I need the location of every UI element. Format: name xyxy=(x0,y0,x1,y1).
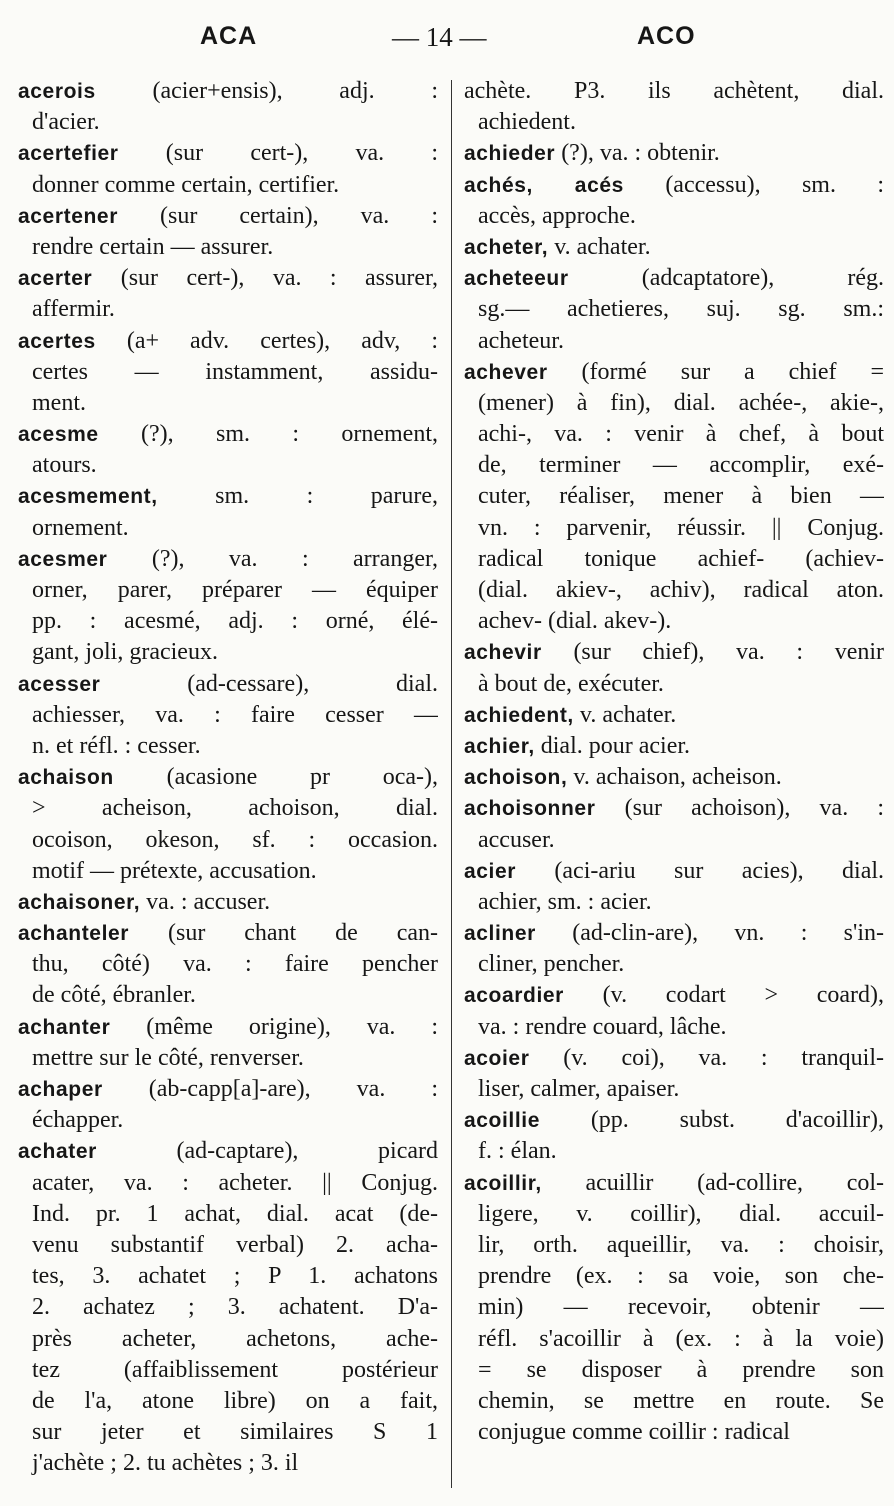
entry-text: v. achater. xyxy=(579,701,677,728)
headword: acoier xyxy=(464,1046,530,1070)
headword: achoisonner xyxy=(464,797,596,821)
entry-text: échapper. xyxy=(32,1107,124,1134)
dictionary-entry xyxy=(464,357,884,638)
headword: acerter xyxy=(18,267,93,291)
entry-line xyxy=(18,606,438,637)
entry-text: (sur chant de can- xyxy=(167,920,438,947)
entry-text: (v. codart > coard), xyxy=(602,982,884,1009)
headword: acoillie xyxy=(464,1109,541,1133)
entry-line xyxy=(464,1292,884,1323)
entry-text: achiesser, va. : faire cesser — xyxy=(32,701,438,728)
dictionary-entry xyxy=(464,1105,884,1167)
entry-text: (?), sm. : ornement, xyxy=(141,421,438,448)
dictionary-entry xyxy=(464,263,884,357)
left-column xyxy=(18,76,438,1479)
entry-text: (ab-capp[a]-are), va. : xyxy=(148,1076,438,1102)
entry-line xyxy=(464,76,884,107)
entry-line xyxy=(18,1448,438,1479)
entry-text: min) — recevoir, obtenir — xyxy=(478,1294,884,1321)
entry-text: achiedent. xyxy=(478,109,576,136)
dictionary-entry xyxy=(18,918,438,1012)
entry-line xyxy=(464,731,884,762)
entry-text: radical tonique achief- (achiev- xyxy=(478,545,884,572)
entry-text: = se disposer à prendre son xyxy=(478,1356,884,1383)
entry-text: v. achater. xyxy=(554,233,651,260)
dictionary-entry xyxy=(18,762,438,887)
entry-text: (v. coi), va. : tranquil- xyxy=(563,1044,884,1071)
entry-text: f. : élan. xyxy=(478,1138,557,1165)
entry-text: (même origine), va. : xyxy=(146,1013,438,1040)
entry-text: acheteur. xyxy=(478,327,564,354)
entry-line xyxy=(18,513,438,544)
dictionary-entry xyxy=(464,232,884,263)
dictionary-entry xyxy=(18,263,438,325)
entry-line xyxy=(18,107,438,138)
dictionary-entry xyxy=(464,138,884,169)
entry-text: sm. : parure, xyxy=(215,483,438,510)
entry-line xyxy=(464,1012,884,1043)
headword: achanteler xyxy=(18,922,130,946)
headword: achaison xyxy=(18,766,114,790)
entry-text: ocoison, okeson, sf. : occasion. xyxy=(32,826,438,853)
entry-line xyxy=(18,825,438,856)
entry-text: j'achète ; 2. tu achètes ; 3. il xyxy=(32,1450,299,1477)
entry-text: ment. xyxy=(32,389,86,416)
entry-line xyxy=(464,1355,884,1386)
column-divider xyxy=(451,80,452,1488)
headword: acier xyxy=(464,859,517,883)
headword: acheteeur xyxy=(464,267,569,291)
headword: achaisoner, xyxy=(18,890,141,914)
entry-text: (ad-captare), picard xyxy=(176,1138,438,1165)
entry-line xyxy=(18,700,438,731)
header-right-guide-word: ACO xyxy=(637,22,696,50)
entry-text: va. : rendre couard, lâche. xyxy=(478,1013,727,1040)
entry-line xyxy=(464,637,884,668)
entry-text: ligere, v. coillir), dial. accuil- xyxy=(478,1200,884,1227)
headword: achieder xyxy=(464,142,556,166)
entry-text: tez (affaiblissement postérieur xyxy=(32,1356,438,1383)
dictionary-entry xyxy=(464,918,884,980)
entry-line xyxy=(18,1355,438,1386)
entry-text: mettre sur le côté, renverser. xyxy=(32,1044,304,1071)
entry-line xyxy=(464,1386,884,1417)
entry-text: cuter, réaliser, mener à bien — xyxy=(478,483,884,510)
entry-line xyxy=(464,856,884,887)
dictionary-entry xyxy=(464,76,884,138)
headword: acoillir, xyxy=(464,1171,542,1195)
entry-text: sg.— achetieres, suj. sg. sm.: xyxy=(478,296,884,323)
entry-line xyxy=(464,1261,884,1292)
entry-line xyxy=(18,1136,438,1167)
entry-line xyxy=(464,388,884,419)
entry-line xyxy=(464,918,884,949)
entry-line xyxy=(464,201,884,232)
entry-text: chemin, se mettre en route. Se xyxy=(478,1387,884,1414)
entry-text: motif — prétexte, accusation. xyxy=(32,857,317,884)
entry-line xyxy=(464,138,884,169)
entry-text: (mener) à fin), dial. achée-, akie-, xyxy=(478,389,884,416)
dictionary-entry xyxy=(18,1074,438,1136)
headword: acerois xyxy=(18,80,96,103)
entry-text: (sur achoison), va. : xyxy=(624,795,884,822)
entry-text: sur jeter et similaires S 1 xyxy=(32,1419,438,1446)
entry-line xyxy=(18,1199,438,1230)
entry-text: (a+ adv. certes), adv, : xyxy=(126,327,438,354)
entry-text: de l'a, atone libre) on a fait, xyxy=(32,1387,438,1414)
entry-text: > acheison, achoison, dial. xyxy=(32,795,438,822)
dictionary-entry xyxy=(18,481,438,543)
entry-text: 2. achatez ; 3. achatent. D'a- xyxy=(32,1294,438,1321)
headword: achevir xyxy=(464,641,542,665)
dictionary-entry xyxy=(18,201,438,263)
headword: acertefier xyxy=(18,142,119,166)
entry-text: de, terminer — accomplir, exé- xyxy=(478,452,884,479)
entry-text: (dial. akiev-, achiv), radical aton. xyxy=(478,577,884,603)
headword: achiedent, xyxy=(464,703,574,727)
entry-line xyxy=(18,1417,438,1448)
entry-line xyxy=(18,326,438,357)
entry-text: (ad-clin-are), vn. : s'in- xyxy=(572,920,884,947)
entry-line xyxy=(464,450,884,481)
entry-text: tes, 3. achatet ; P 1. achatons xyxy=(32,1263,438,1290)
entry-text: liser, calmer, apaiser. xyxy=(478,1076,680,1102)
entry-line xyxy=(464,357,884,388)
dictionary-entry xyxy=(18,76,438,138)
entry-text: Ind. pr. 1 achat, dial. acat (de- xyxy=(32,1200,438,1227)
entry-line xyxy=(464,700,884,731)
entry-line xyxy=(464,1324,884,1355)
entry-text: (ad-cessare), dial. xyxy=(187,670,438,697)
entry-line xyxy=(464,949,884,980)
entry-line xyxy=(464,1199,884,1230)
entry-line xyxy=(18,201,438,232)
entry-line xyxy=(18,1105,438,1136)
entry-line xyxy=(18,419,438,450)
entry-line xyxy=(18,76,438,107)
entry-line xyxy=(18,887,438,918)
entry-line xyxy=(464,107,884,138)
entry-line xyxy=(464,669,884,700)
entry-line xyxy=(464,1074,884,1105)
entry-line xyxy=(18,1074,438,1105)
entry-line xyxy=(18,918,438,949)
entry-text: ornement. xyxy=(32,514,129,541)
entry-text: (pp. subst. d'acoillir), xyxy=(590,1107,884,1134)
entry-line xyxy=(18,294,438,325)
entry-line xyxy=(464,294,884,325)
header-left-guide-word: ACA xyxy=(200,22,258,50)
entry-text: (?), va. : arranger, xyxy=(151,545,438,572)
entry-line xyxy=(18,232,438,263)
entry-line xyxy=(18,575,438,606)
headword: achier, xyxy=(464,734,535,758)
entry-line xyxy=(464,481,884,512)
dictionary-entry xyxy=(18,669,438,763)
entry-line xyxy=(464,326,884,357)
headword: acertes xyxy=(18,329,96,353)
entry-line xyxy=(18,357,438,388)
entry-text: à bout de, exécuter. xyxy=(478,670,664,697)
entry-text: atours. xyxy=(32,452,97,479)
entry-line xyxy=(464,232,884,263)
headword: achés, acés xyxy=(464,173,624,197)
page-number: — 14 — xyxy=(392,22,487,52)
entry-text: acater, va. : acheter. || Conjug. xyxy=(32,1169,438,1196)
entry-text: accès, approche. xyxy=(478,202,636,229)
entry-line xyxy=(18,1012,438,1043)
entry-line xyxy=(18,1261,438,1292)
entry-line xyxy=(18,1386,438,1417)
entry-text: dial. pour acier. xyxy=(540,732,691,759)
entry-line xyxy=(18,949,438,980)
entry-line xyxy=(18,669,438,700)
entry-line xyxy=(18,1043,438,1074)
entry-text: (sur chief), va. : venir xyxy=(573,639,884,666)
entry-text: réfl. s'acoillir à (ex. : à la voie) xyxy=(478,1325,884,1352)
dictionary-entry xyxy=(18,1012,438,1074)
headword: acesser xyxy=(18,672,101,696)
entry-text: (aci-ariu sur acies), dial. xyxy=(554,857,884,884)
dictionary-entry xyxy=(464,856,884,918)
entry-text: affermir. xyxy=(32,296,115,323)
headword: achever xyxy=(464,360,548,384)
entry-line xyxy=(18,856,438,887)
entry-line xyxy=(464,1043,884,1074)
entry-line xyxy=(18,980,438,1011)
headword: acheter, xyxy=(464,235,549,259)
dictionary-entry xyxy=(18,1136,438,1479)
dictionary-entry xyxy=(464,980,884,1042)
headword: acertener xyxy=(18,204,118,228)
headword: acesmement, xyxy=(18,485,158,509)
headword: achanter xyxy=(18,1015,111,1039)
entry-text: prendre (ex. : sa voie, son che- xyxy=(478,1263,884,1290)
headword: achaper xyxy=(18,1078,103,1101)
entry-line xyxy=(464,170,884,201)
entry-text: (formé sur a chief = xyxy=(581,358,884,385)
entry-text: va. : accuser. xyxy=(146,888,271,915)
entry-line xyxy=(464,887,884,918)
entry-text: v. achaison, acheison. xyxy=(573,764,782,791)
entry-line xyxy=(464,980,884,1011)
entry-line xyxy=(464,1136,884,1167)
dictionary-entry xyxy=(464,762,884,793)
entry-text: (sur cert-), va. : assurer, xyxy=(120,265,438,292)
entry-text: (sur cert-), va. : xyxy=(165,140,438,167)
dictionary-entry xyxy=(18,326,438,420)
headword: acesme xyxy=(18,423,99,447)
entry-text: vn. : parvenir, réussir. || Conjug. xyxy=(478,514,884,541)
entry-text: certes — instamment, assidu- xyxy=(32,358,438,385)
entry-text: cliner, pencher. xyxy=(478,951,625,978)
entry-text: (accessu), sm. : xyxy=(665,171,884,198)
entry-line xyxy=(18,170,438,201)
dictionary-entry xyxy=(464,1168,884,1449)
entry-line xyxy=(464,762,884,793)
entry-line xyxy=(18,450,438,481)
entry-line xyxy=(464,513,884,544)
entry-line xyxy=(18,731,438,762)
dictionary-entry xyxy=(464,1043,884,1105)
entry-text: accuser. xyxy=(478,826,555,853)
page-header xyxy=(0,22,894,62)
entry-text: (sur certain), va. : xyxy=(160,202,438,229)
entry-text: pp. : acesmé, adj. : orné, élé- xyxy=(32,608,438,635)
entry-line xyxy=(464,544,884,575)
headword: acesmer xyxy=(18,547,108,571)
entry-line xyxy=(464,575,884,606)
entry-line xyxy=(18,481,438,512)
entry-line xyxy=(18,793,438,824)
headword: achoison, xyxy=(464,766,568,790)
headword: achater xyxy=(18,1140,97,1164)
entry-line xyxy=(464,1230,884,1261)
entry-text: orner, parer, préparer — équiper xyxy=(32,577,438,603)
entry-line xyxy=(464,263,884,294)
entry-line xyxy=(464,419,884,450)
right-column xyxy=(464,76,884,1448)
entry-line xyxy=(18,544,438,575)
entry-text: donner comme certain, certifier. xyxy=(32,171,340,198)
entry-line xyxy=(18,762,438,793)
entry-text: (adcaptatore), rég. xyxy=(641,265,884,292)
entry-line xyxy=(18,263,438,294)
entry-line xyxy=(464,793,884,824)
entry-line xyxy=(18,637,438,668)
dictionary-entry xyxy=(18,419,438,481)
entry-line xyxy=(464,1105,884,1136)
dictionary-entry xyxy=(18,544,438,669)
entry-line xyxy=(18,138,438,169)
entry-text: gant, joli, gracieux. xyxy=(32,639,218,666)
entry-line xyxy=(18,1324,438,1355)
entry-line xyxy=(18,1230,438,1261)
entry-text: n. et réfl. : cesser. xyxy=(32,732,201,759)
entry-line xyxy=(464,825,884,856)
entry-text: conjugue comme coillir : radical xyxy=(478,1419,790,1446)
entry-line xyxy=(464,1168,884,1199)
entry-text: acuillir (ad-collire, col- xyxy=(585,1169,884,1196)
dictionary-entry xyxy=(464,700,884,731)
entry-line xyxy=(464,1417,884,1448)
entry-text: de côté, ébranler. xyxy=(32,982,196,1009)
dictionary-entry xyxy=(464,170,884,232)
entry-text: venu substantif verbal) 2. acha- xyxy=(32,1231,438,1258)
dictionary-entry xyxy=(464,637,884,699)
entry-line xyxy=(18,388,438,419)
dictionary-entry xyxy=(464,731,884,762)
entry-line xyxy=(464,606,884,637)
entry-text: lir, orth. aqueillir, va. : choisir, xyxy=(478,1231,884,1258)
dictionary-entry xyxy=(464,793,884,855)
entry-text: achète. P3. ils achètent, dial. xyxy=(464,78,884,104)
headword: acliner xyxy=(464,922,536,946)
entry-text: (acier+ensis), adj. : xyxy=(152,78,438,104)
headword: acoardier xyxy=(464,984,564,1008)
dictionary-entry xyxy=(18,887,438,918)
entry-text: d'acier. xyxy=(32,109,100,136)
entry-text: achi-, va. : venir à chef, à bout xyxy=(478,421,884,448)
entry-text: rendre certain — assurer. xyxy=(32,233,274,260)
entry-text: (acasione pr oca-), xyxy=(166,764,438,791)
entry-text: achier, sm. : acier. xyxy=(478,888,652,915)
dictionary-entry xyxy=(18,138,438,200)
entry-text: thu, côté) va. : faire pencher xyxy=(32,951,438,978)
entry-line xyxy=(18,1168,438,1199)
entry-text: achev- (dial. akev-). xyxy=(478,608,672,635)
entry-text: (?), va. : obtenir. xyxy=(561,140,720,167)
entry-text: près acheter, achetons, ache- xyxy=(32,1325,438,1352)
entry-line xyxy=(18,1292,438,1323)
